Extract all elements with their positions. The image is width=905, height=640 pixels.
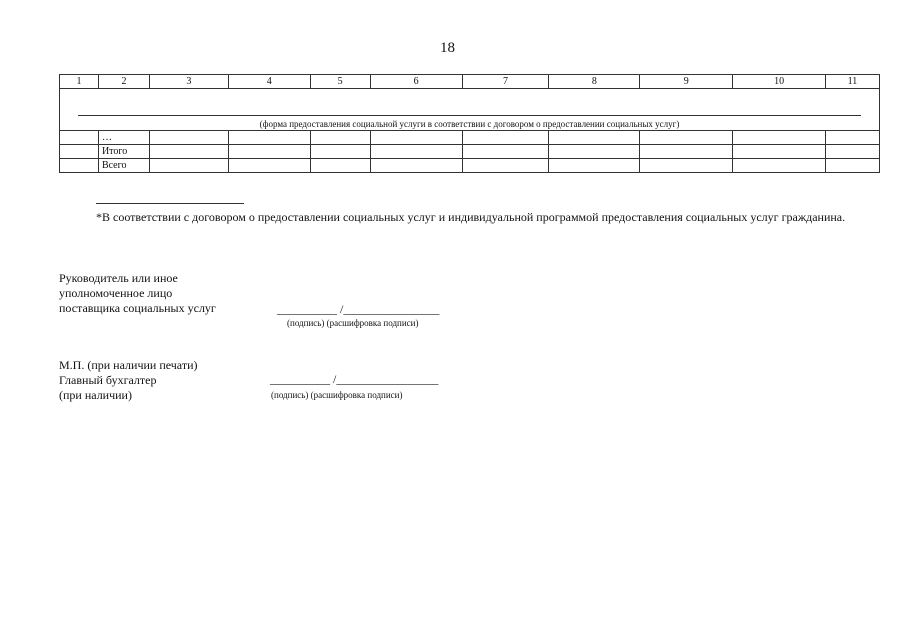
page-number: 18 [440, 40, 455, 56]
table-row [60, 145, 880, 159]
head-signature-line: __________ /________________ [277, 302, 440, 316]
header-cell: 8 [549, 75, 640, 89]
form-cell [60, 89, 880, 131]
form-caption: (форма предоставления социальной услуги в соответствии с договором о предоставлении социальных услуг) [259, 119, 680, 129]
table-row [60, 131, 880, 145]
form-row [60, 89, 880, 131]
header-cell: 5 [310, 75, 370, 89]
header-cell: 7 [462, 75, 549, 89]
accountant-label [59, 358, 197, 403]
header-cell: 10 [733, 75, 826, 89]
footnote-separator [96, 203, 244, 204]
header-row [60, 75, 880, 89]
accountant-signature-line: __________ /_________________ [270, 372, 439, 386]
header-cell: 2 [98, 75, 149, 89]
table-row [60, 159, 880, 173]
accountant-line: М.П. (при наличии печати) [59, 358, 198, 372]
accountant-signature-captions: (подпись) (расшифровка подписи) [271, 390, 403, 400]
head-label [59, 271, 216, 316]
header-cell: 3 [149, 75, 228, 89]
accountant-line: (при наличии) [59, 388, 132, 402]
head-line: уполномоченное лицо [59, 286, 173, 300]
form-blank-line [78, 115, 861, 116]
row-label: Итого [98, 145, 149, 159]
header-cell: 4 [228, 75, 310, 89]
row-label: Всего [98, 159, 149, 173]
header-cell: 11 [826, 75, 880, 89]
header-cell: 9 [640, 75, 733, 89]
head-line: поставщика социальных услуг [59, 301, 216, 315]
head-line: Руководитель или иное [59, 271, 178, 285]
header-cell: 1 [60, 75, 99, 89]
accountant-line: Главный бухгалтер [59, 373, 157, 387]
header-cell: 6 [370, 75, 462, 89]
footnote: *В соответствии с договором о предоставлении социальных услуг и индивидуальной программой предоставления социальных услуг гражданина. [96, 210, 846, 224]
row-label: … [98, 131, 149, 145]
services-table [59, 74, 880, 173]
head-signature-captions: (подпись) (расшифровка подписи) [287, 318, 419, 328]
